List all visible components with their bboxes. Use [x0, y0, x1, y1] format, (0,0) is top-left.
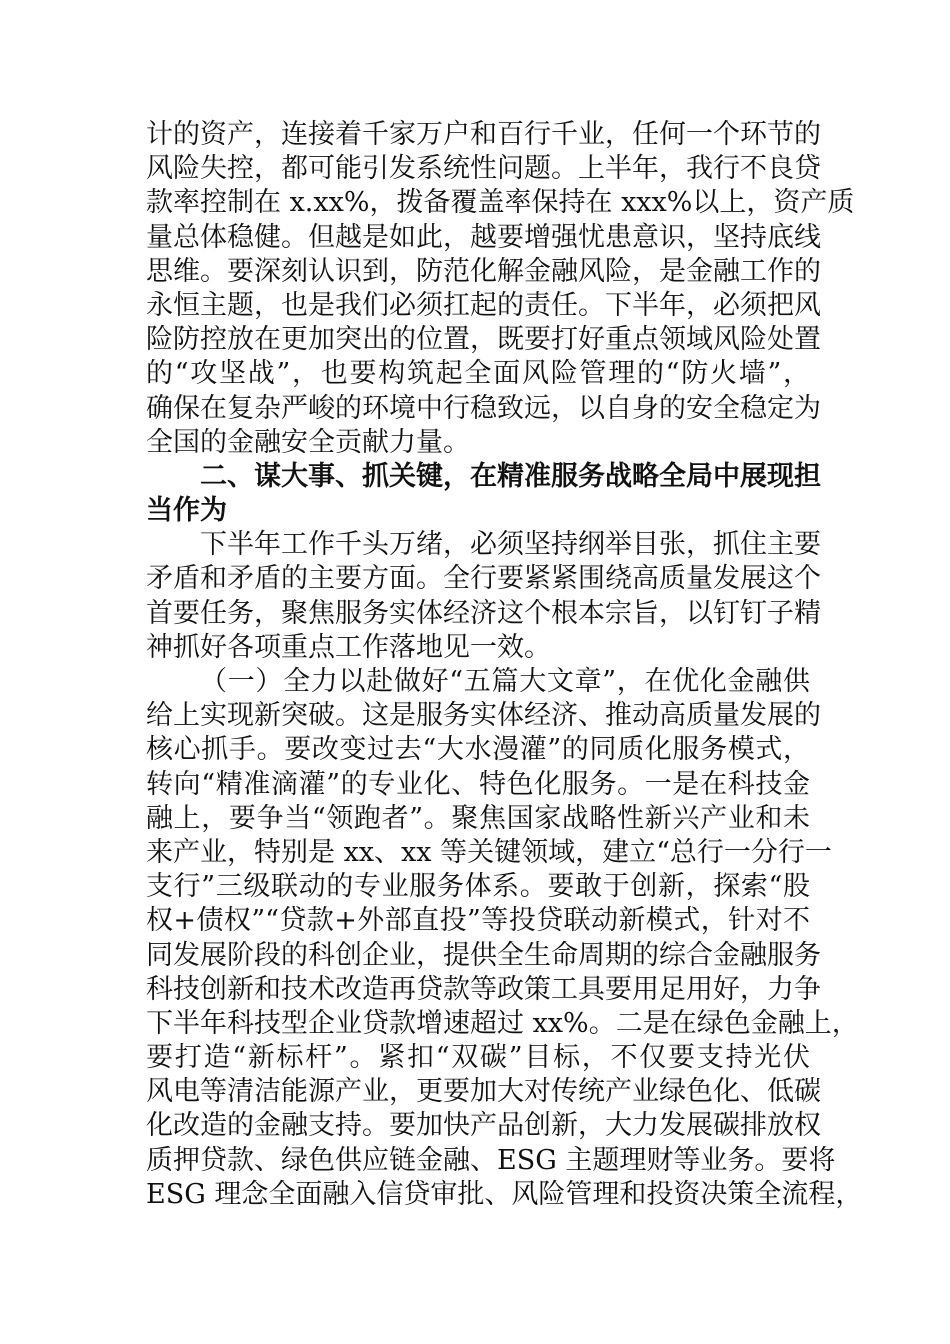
section-heading: [146, 460, 821, 528]
text-line: 全国的金融安全贡献力量。: [146, 426, 470, 458]
text-line: 同发展阶段的科创企业，提供全生命周期的综合金融服务: [146, 939, 821, 971]
document-body: [146, 118, 863, 1212]
text-line: 要打造“新标杆”。紧扣“双碳”目标，不仅要支持光伏: [146, 1042, 810, 1074]
text-line: 神抓好各项重点工作落地见一效。: [146, 631, 551, 663]
paragraph-risk-control: [146, 118, 855, 460]
heading-line: 当作为: [146, 495, 227, 527]
text-line: 款率控制在 x.xx%，拨备覆盖率保持在 xxx%以上，资产质: [146, 187, 855, 219]
text-line: 核心抓手。要改变过去“大水漫灌”的同质化服务模式，: [146, 734, 810, 766]
text-line: ESG 理念全面融入信贷审批、风险管理和投资决策全流程，: [146, 1178, 863, 1210]
paragraph-five-articles: [146, 665, 863, 1212]
text-line: 融上，要争当“领跑者”。聚焦国家战略性新兴产业和未: [146, 802, 810, 834]
text-line: 下半年工作千头万绪，必须坚持纲举目张，抓住主要: [200, 529, 821, 561]
text-line: 首要任务，聚焦服务实体经济这个根本宗旨，以钉钉子精: [146, 597, 821, 629]
text-line: 支行”三级联动的专业服务体系。要敢于创新，探索“股: [146, 871, 810, 903]
text-line: 权+债权”“贷款+外部直投”等投贷联动新模式，针对不: [146, 905, 810, 937]
text-line: 来产业，特别是 xx、xx 等关键领域，建立“总行一分行一: [146, 836, 832, 868]
text-line: 永恒主题，也是我们必须扛起的责任。下半年，必须把风: [146, 289, 821, 321]
text-line: 转向“精准滴灌”的专业化、特色化服务。一是在科技金: [146, 768, 810, 800]
text-line: 给上实现新突破。这是服务实体经济、推动高质量发展的: [146, 700, 821, 732]
text-line: 确保在复杂严峻的环境中行稳致远，以自身的安全稳定为: [146, 392, 821, 424]
text-line: 化改造的金融支持。要加快产品创新，大力发展碳排放权: [146, 1110, 821, 1142]
text-line: 险防控放在更加突出的位置，既要打好重点领域风险处置: [146, 324, 821, 356]
text-line: 量总体稳健。但越是如此，越要增强忧患意识，坚持底线: [146, 221, 821, 253]
text-line: （一）全力以赴做好“五篇大文章”，在优化金融供: [200, 666, 810, 697]
paragraph-work-priorities: [146, 528, 821, 665]
text-line: 风电等清洁能源产业，更要加大对传统产业绿色化、低碳: [146, 1076, 821, 1108]
text-line: 下半年科技型企业贷款增速超过 xx%。二是在绿色金融上，: [146, 1007, 859, 1039]
text-line: 科技创新和技术改造再贷款等政策工具要用足用好，力争: [146, 973, 821, 1005]
text-line: 矛盾和矛盾的主要方面。全行要紧紧围绕高质量发展这个: [146, 563, 821, 595]
heading-line: 二、谋大事、抓关键，在精准服务战略全局中展现担: [200, 460, 821, 492]
text-line: 的“攻坚战”，也要构筑起全面风险管理的“防火墙”，: [146, 358, 810, 390]
text-line: 思维。要深刻认识到，防范化解金融风险，是金融工作的: [146, 255, 821, 287]
text-line: 风险失控，都可能引发系统性问题。上半年，我行不良贷: [146, 153, 821, 185]
text-line: 计的资产，连接着千家万户和百行千业，任何一个环节的: [146, 119, 821, 150]
text-line: 质押贷款、绿色供应链金融、ESG 主题理财等业务。要将: [146, 1144, 836, 1176]
